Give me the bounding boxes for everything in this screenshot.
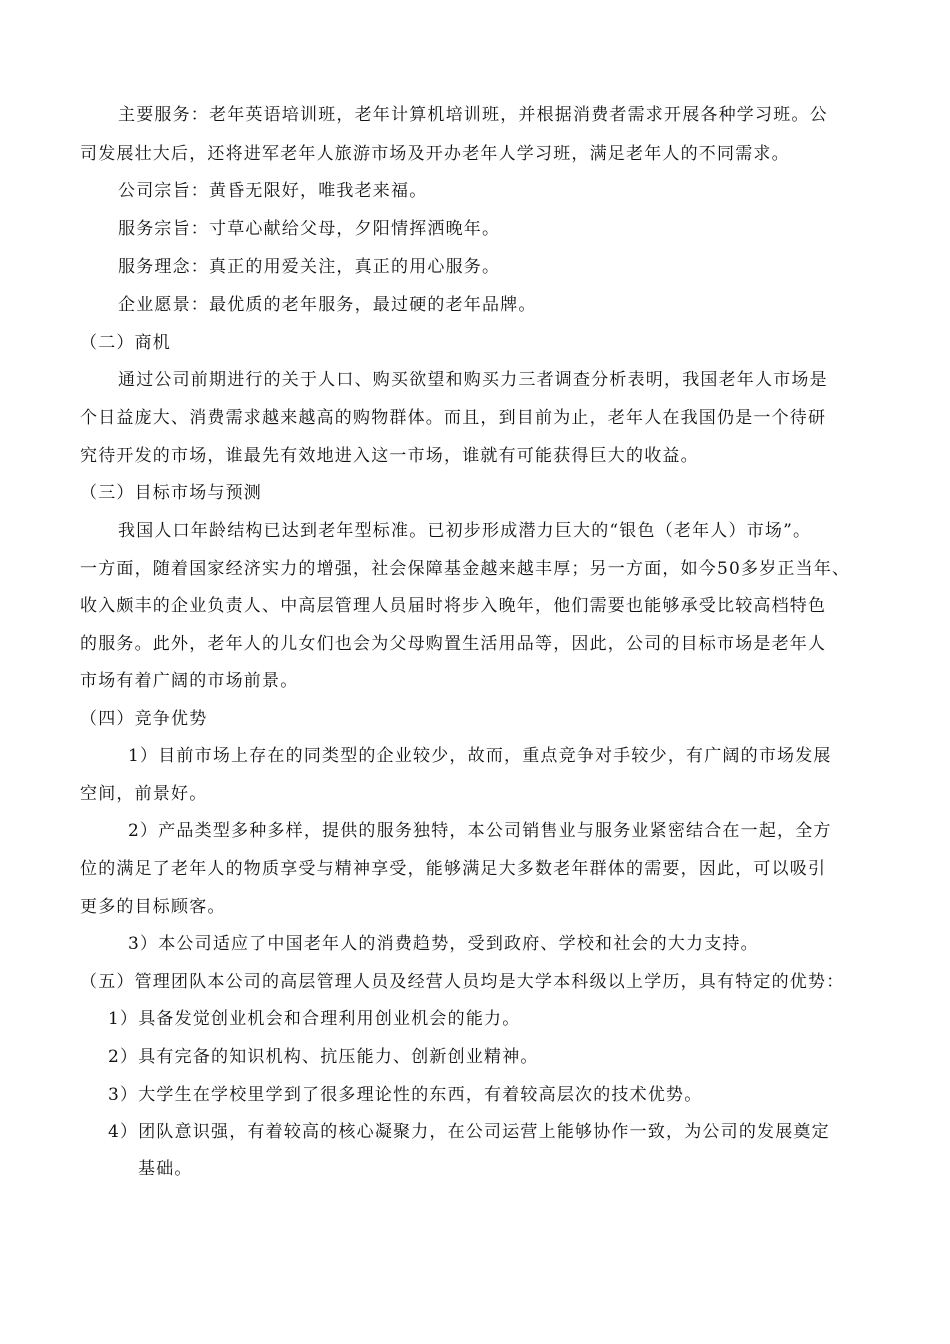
management-team-item-3: 3）大学生在学校里学到了很多理论性的东西，有着较高层次的技术优势。 — [108, 1085, 703, 1105]
management-team-item-2: 2）具有完备的知识机构、抗压能力、创新创业精神。 — [108, 1047, 539, 1067]
service-purpose-line: 服务宗旨：寸草心献给父母，夕阳情挥洒晚年。 — [118, 219, 501, 239]
target-market-line-3: 收入颇丰的企业负责人、中高层管理人员届时将步入晚年，他们需要也能够承受比较高档特色 — [80, 596, 827, 616]
service-philosophy-line: 服务理念：真正的用爱关注，真正的用心服务。 — [118, 257, 501, 277]
paragraph-main-services-line-1: 主要服务：老年英语培训班，老年计算机培训班，并根据消费者需求开展各种学习班。公 — [118, 105, 828, 125]
competitive-advantage-item-1-line-2: 空间，前景好。 — [80, 784, 208, 804]
target-market-line-2: 一方面，随着国家经济实力的增强，社会保障基金越来越丰厚；另一方面，如今50多岁正当年、 — [80, 559, 851, 579]
section-heading-business-opportunity: （二）商机 — [80, 333, 171, 353]
target-market-line-1: 我国人口年龄结构已达到老年型标准。已初步形成潜力巨大的“银色（老年人）市场”。 — [118, 521, 812, 541]
paragraph-main-services-line-2: 司发展壮大后，还将进军老年人旅游市场及开办老年人学习班，满足老年人的不同需求。 — [80, 144, 790, 164]
section-heading-management-team: （五）管理团队本公司的高层管理人员及经营人员均是大学本科级以上学历，具有特定的优势： — [80, 972, 845, 992]
company-purpose-line: 公司宗旨：黄昏无限好，唯我老来福。 — [118, 181, 428, 201]
management-team-item-4-line-2: 基础。 — [138, 1159, 193, 1179]
business-opportunity-line-3: 究待开发的市场，谁最先有效地进入这一市场，谁就有可能获得巨大的收益。 — [80, 446, 699, 466]
management-team-item-4-line-1: 4）团队意识强，有着较高的核心凝聚力，在公司运营上能够协作一致，为公司的发展奠定 — [108, 1122, 830, 1142]
competitive-advantage-item-3: 3）本公司适应了中国老年人的消费趋势，受到政府、学校和社会的大力支持。 — [128, 934, 759, 954]
business-opportunity-line-2: 个日益庞大、消费需求越来越高的购物群体。而且，到目前为止，老年人在我国仍是一个待研 — [80, 408, 827, 428]
target-market-line-4: 的服务。此外，老年人的儿女们也会为父母购置生活用品等，因此，公司的目标市场是老年人 — [80, 634, 827, 654]
target-market-line-5: 市场有着广阔的市场前景。 — [80, 671, 299, 691]
competitive-advantage-item-2-line-3: 更多的目标顾客。 — [80, 897, 226, 917]
section-heading-target-market: （三）目标市场与预测 — [80, 483, 262, 503]
competitive-advantage-item-2-line-2: 位的满足了老年人的物质享受与精神享受，能够满足大多数老年群体的需要，因此，可以吸引 — [80, 859, 827, 879]
management-team-item-1: 1）具备发觉创业机会和合理利用创业机会的能力。 — [108, 1009, 521, 1029]
competitive-advantage-item-1-line-1: 1）目前市场上存在的同类型的企业较少，故而，重点竞争对手较少，有广阔的市场发展 — [128, 746, 832, 766]
enterprise-vision-line: 企业愿景：最优质的老年服务，最过硬的老年品牌。 — [118, 295, 537, 315]
business-opportunity-line-1: 通过公司前期进行的关于人口、购买欲望和购买力三者调查分析表明，我国老年人市场是 — [118, 370, 828, 390]
competitive-advantage-item-2-line-1: 2）产品类型多种多样，提供的服务独特，本公司销售业与服务业紧密结合在一起，全方 — [128, 821, 832, 841]
section-heading-competitive-advantage: （四）竞争优势 — [80, 709, 208, 729]
